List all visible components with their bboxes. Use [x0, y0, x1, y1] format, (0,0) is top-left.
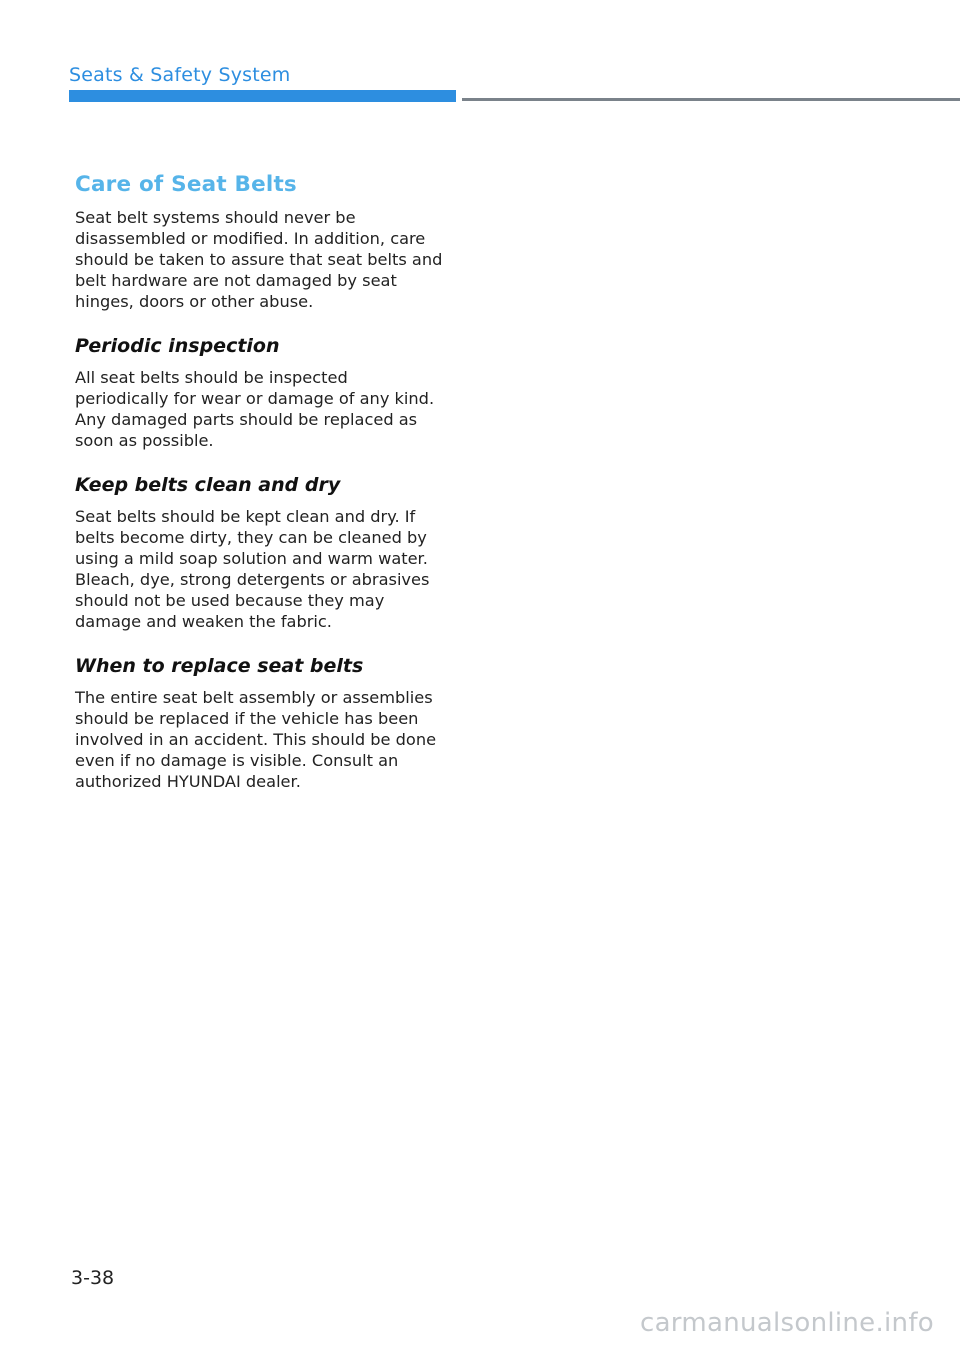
content-column: [75, 170, 445, 813]
section-heading: Periodic inspection: [75, 335, 280, 357]
section-heading: Keep belts clean and dry: [75, 474, 341, 496]
main-heading: Care of Seat Belts: [75, 172, 297, 197]
section-heading: When to replace seat belts: [75, 655, 364, 677]
intro-paragraph: Seat belt systems should never be disassembled or modified. In addition, care should be taken to assure that seat belts and belt hardware are not damaged by seat hinges, doors or other abuse.: [75, 208, 443, 311]
header-rule: [462, 98, 960, 101]
section-when-to-replace: [75, 653, 445, 792]
page-number: 3-38: [71, 1267, 115, 1289]
section-keep-belts-clean: [75, 472, 445, 632]
section-paragraph: All seat belts should be inspected periodically for wear or damage of any kind. Any damaged parts should be replaced as soon as possible.: [75, 368, 435, 450]
watermark: carmanualsonline.info: [639, 1308, 934, 1338]
section-paragraph: Seat belts should be kept clean and dry. If belts become dirty, they can be cleaned by using a mild soap solution and warm water. Bleach, dye, strong detergents or abrasives should not be used because they may damage and weaken the fabric.: [75, 507, 430, 631]
section-paragraph: The entire seat belt assembly or assemblies should be replaced if the vehicle has been involved in an accident. This should be done even if no damage is visible. Consult an authorized HYUNDAI dealer.: [75, 688, 437, 791]
header-accent-bar: [69, 90, 456, 102]
section-periodic-inspection: [75, 333, 445, 451]
page-header: [0, 0, 960, 110]
section-title: Seats & Safety System: [69, 64, 291, 86]
intro-block: [75, 207, 445, 312]
